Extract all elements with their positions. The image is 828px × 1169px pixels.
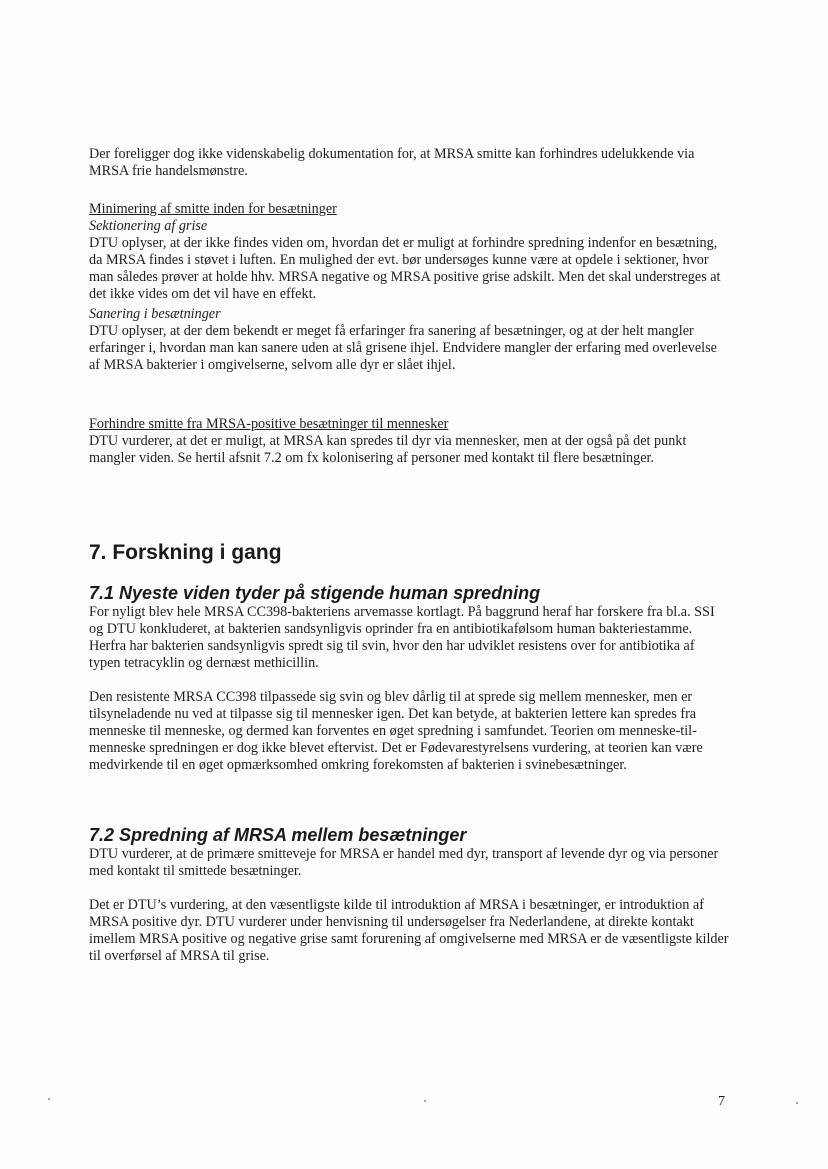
section-7-2-paragraph-2: Det er DTU’s vurdering, at den væsentligste kilde til introduktion af MRSA i besætninger, er introduktion af MRSA positive dyr. DTU vurderer under henvisning til undersøgelser fra Nederlandene, at direkte kontakt imellem MRSA positive og negative grise samt forurening af omgivelserne med MRSA er de væsentligste kilder til overførsel af MRSA til grise.	[89, 897, 729, 964]
section-7-2-paragraph-1: DTU vurderer, at de primære smitteveje for MRSA er handel med dyr, transport af levende dyr og via personer med kontakt til smittede besætninger.	[89, 846, 719, 879]
scan-speck	[48, 1098, 50, 1100]
section-7-1	[89, 582, 729, 774]
minimering-heading: Minimering af smitte inden for besætninger	[89, 201, 337, 217]
section-7-1-paragraph-2: Den resistente MRSA CC398 tilpassede sig svin og blev dårlig til at sprede sig mellem mennesker, men er tilsyneladende nu ved at tilpasse sig til mennesker igen. Det kan betyde, at bakterien lettere kan spredes fra menneske til menneske, og dermed kan forventes en øget spredning i samfundet. Teorien om menneske-til-menneske spredningen er dog ikke blevet eftervist. Det er Fødevarestyrelsens vurdering, at teorien kan være medvirkende til en øget opmærksomhed omkring forekomsten af bakterien i svinebesætninger.	[89, 689, 703, 773]
sektionering-subheading: Sektionering af grise	[89, 218, 208, 234]
section-7-2	[89, 824, 729, 965]
sektionering-text: DTU oplyser, at der ikke findes viden om, hvordan det er muligt at forhindre spredning indenfor en besætning, da MRSA findes i støvet i luften. En mulighed der evt. bør undersøges kunne være at opdele i sektioner, hvor man således prøver at holde hhv. MRSA negative og MRSA positive grise adskilt. Men det skal understreges at det ikke vides om det vil have en effekt.	[89, 235, 721, 302]
forhindre-heading: Forhindre smitte fra MRSA-positive besætninger til mennesker	[89, 416, 449, 432]
section-7	[89, 540, 729, 566]
section-7-2-title: 7.2 Spredning af MRSA mellem besætninger	[89, 825, 467, 845]
forhindre-section	[89, 416, 729, 467]
intro-text: Der foreligger dog ikke videnskabelig dokumentation for, at MRSA smitte kan forhindres udelukkende via MRSA frie handelsmønstre.	[89, 146, 695, 179]
forhindre-text: DTU vurderer, at det er muligt, at MRSA kan spredes til dyr via mennesker, men at der også på det punkt mangler viden. Se hertil afsnit 7.2 om fx kolonisering af personer med kontakt til flere besætninger.	[89, 433, 687, 466]
page-number: 7	[718, 1094, 725, 1109]
intro-paragraph	[89, 146, 729, 180]
sanering-text: DTU oplyser, at der dem bekendt er meget få erfaringer fra sanering af besætninger, og at der helt mangler erfaringer i, hvordan man kan sanere uden at slå grisene ihjel. Endvidere mangler der erfaring med overlevelse af MRSA bakterier i omgivelserne, selvom alle dyr er slået ihjel.	[89, 323, 717, 373]
minimering-section	[89, 201, 729, 374]
section-7-title: 7. Forskning i gang	[89, 541, 282, 564]
section-7-1-title: 7.1 Nyeste viden tyder på stigende human spredning	[89, 583, 541, 603]
sanering-subheading: Sanering i besætninger	[89, 306, 221, 322]
section-7-1-paragraph-1: For nyligt blev hele MRSA CC398-bakteriens arvemasse kortlagt. På baggrund heraf har forskere fra bl.a. SSI og DTU konkluderet, at bakterien sandsynligvis oprinder fra en antibiotikafølsom human bakteriestamme. Herfra har bakterien sandsynligvis spredt sig til svin, hvor den har udviklet resistens over for antibiotika af typen tetracyklin og dernæst methicillin.	[89, 604, 715, 671]
scan-speck	[424, 1100, 426, 1102]
scan-speck	[796, 1102, 798, 1104]
